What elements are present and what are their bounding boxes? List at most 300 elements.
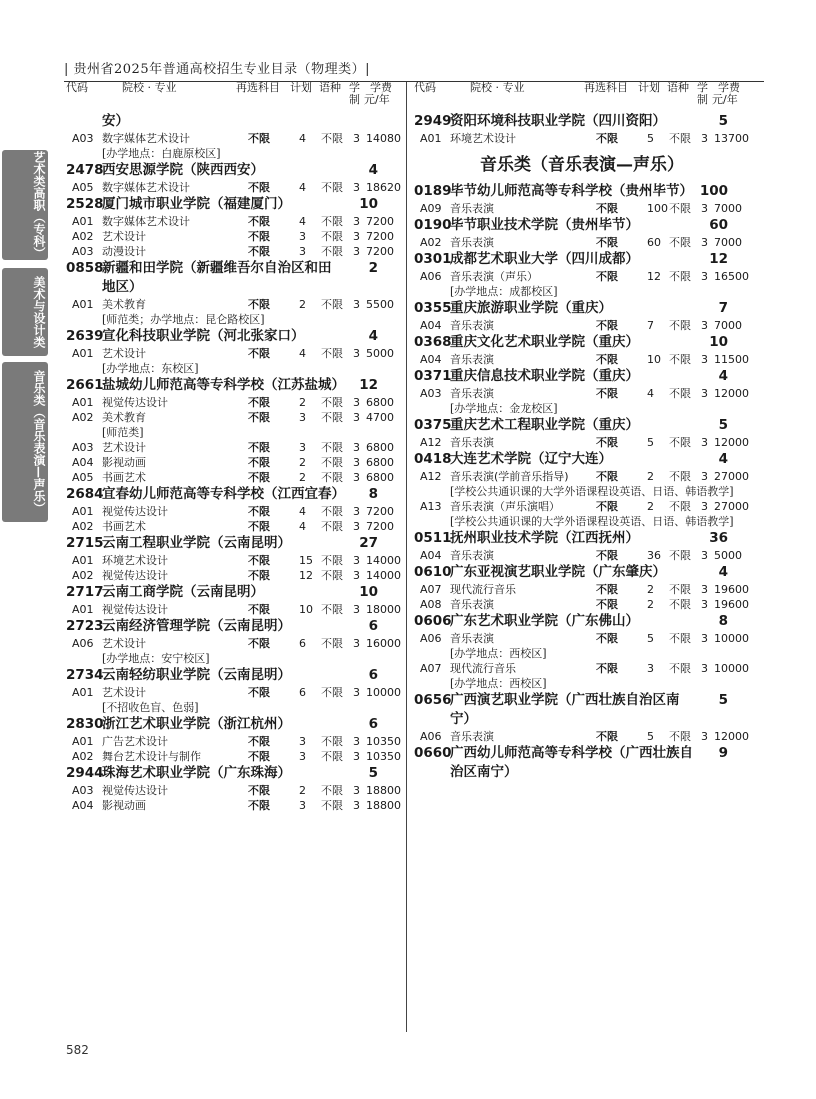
major-code: A04 [420,549,442,562]
institution-name: 宣化科技职业学院（河北张家口） [102,328,305,344]
plan-count: 3 [299,441,306,454]
institution-heading [414,691,750,729]
institution-name: 重庆旅游职业学院（重庆） [450,300,612,316]
tuition-fee: 12000 [714,387,749,400]
subject-requirement: 不限 [248,215,270,228]
institution-heading [414,250,750,269]
tuition-fee: 14000 [366,569,401,582]
header-fee-top: 学费 [370,81,392,94]
institution-heading [414,112,750,131]
major-row [66,504,400,519]
institution-code: 0355 [414,300,452,316]
major-name: 音乐表演（声乐） [450,270,538,283]
plan-count: 6 [299,637,306,650]
major-name: 音乐表演(学前音乐指导) [450,470,569,483]
plan-count: 15 [299,554,313,567]
institution-name: 毕节幼儿师范高等专科学校（贵州毕节） [450,183,693,199]
tuition-fee: 10350 [366,735,401,748]
institution-quota: 36 [709,530,728,546]
years: 3 [353,471,360,484]
major-code: A02 [72,569,94,582]
major-row [414,548,750,563]
major-name: 数字媒体艺术设计 [102,181,190,194]
major-name: 艺术设计 [102,441,146,454]
institution-code: 0656 [414,692,452,708]
major-code: A01 [72,347,94,360]
language: 不限 [321,396,343,409]
institution-quota: 5 [718,417,728,433]
major-row [66,244,400,259]
years: 3 [353,396,360,409]
institution-heading [414,529,750,548]
major-row [414,235,750,250]
institution-code: 0301 [414,251,452,267]
tuition-fee: 7200 [366,245,394,258]
language: 不限 [321,132,343,145]
side-tab-label: 音乐类（音乐表演—声乐） [32,370,46,514]
header-sys-bottom: 制 [697,93,708,106]
institution-quota: 5 [718,113,728,129]
major-row [66,568,400,583]
plan-count: 3 [299,735,306,748]
header-sys-bottom: 制 [349,93,360,106]
major-row [66,470,400,485]
major-name: 艺术设计 [102,347,146,360]
institution-heading [414,216,750,235]
institution-heading [414,333,750,352]
institution-heading [66,327,400,346]
major-name: 艺术设计 [102,230,146,243]
years: 3 [353,603,360,616]
tuition-fee: 10000 [714,632,749,645]
institution-heading [66,376,400,395]
plan-count: 4 [299,520,306,533]
major-code: A01 [72,603,94,616]
major-code: A04 [72,799,94,812]
major-row [414,435,750,450]
tuition-fee: 7200 [366,215,394,228]
institution-quota: 4 [718,451,728,467]
institution-code: 0610 [414,564,452,580]
side-tab-label: 美术与设计类 [32,276,46,348]
institution-code: 2528 [66,196,104,212]
years: 3 [353,799,360,812]
institution-quota: 6 [368,618,378,634]
institution-code: 0606 [414,613,452,629]
language: 不限 [321,411,343,424]
institution-quota: 4 [718,368,728,384]
major-name: 音乐表演 [450,436,494,449]
institution-name: 重庆信息技术职业学院（重庆） [450,368,639,384]
subject-requirement: 不限 [596,132,618,145]
tuition-fee: 5000 [366,347,394,360]
subject-requirement: 不限 [596,202,618,215]
plan-count: 5 [647,132,654,145]
tuition-fee: 7200 [366,505,394,518]
institution-quota: 100 [699,183,728,199]
plan-count: 2 [299,471,306,484]
major-name: 音乐表演 [450,236,494,249]
major-name: 音乐表演 [450,202,494,215]
language: 不限 [321,686,343,699]
tuition-fee: 11500 [714,353,749,366]
major-name: 影视动画 [102,799,146,812]
plan-count: 10 [647,353,661,366]
subject-requirement: 不限 [248,298,270,311]
major-code: A03 [420,387,442,400]
note-text: [办学地点：西校区] [450,647,547,660]
major-row [66,410,400,425]
institution-name: 抚州职业技术学院（江西抚州） [450,530,639,546]
header-plan: 计划 [638,81,660,94]
tuition-fee: 6800 [366,396,394,409]
years: 3 [701,583,708,596]
major-name: 环境艺术设计 [450,132,516,145]
major-code: A13 [420,500,442,513]
years: 3 [353,520,360,533]
years: 3 [701,549,708,562]
language: 不限 [321,735,343,748]
institution-name: 浙江艺术职业学院（浙江杭州） [102,716,291,732]
institution-heading [66,534,400,553]
major-name: 音乐表演 [450,632,494,645]
subject-requirement: 不限 [596,387,618,400]
page-header: | 贵州省2025年普通高校招生专业目录（物理类）| [64,62,370,77]
subject-requirement: 不限 [596,730,618,743]
plan-count: 2 [299,456,306,469]
plan-count: 12 [647,270,661,283]
institution-code: 2949 [414,113,452,129]
language: 不限 [321,181,343,194]
tuition-fee: 27000 [714,470,749,483]
header-fee-top: 学费 [718,81,740,94]
major-name: 音乐表演 [450,353,494,366]
years: 3 [701,470,708,483]
tuition-fee: 10000 [366,686,401,699]
major-row [414,269,750,284]
institution-name: 云南工程职业学院（云南昆明） [102,535,291,551]
years: 3 [701,632,708,645]
major-name: 音乐表演（声乐演唱） [450,500,560,513]
note-text: [师范类] [102,426,144,439]
institution-quota: 6 [368,716,378,732]
major-name: 艺术设计 [102,637,146,650]
institution-quota: 12 [359,377,378,393]
language: 不限 [669,632,691,645]
major-code: A07 [420,583,442,596]
institution-heading [414,563,750,582]
note-text: [办学地点：白鹿原校区] [102,147,221,160]
institution-quota: 7 [718,300,728,316]
language: 不限 [321,441,343,454]
subject-requirement: 不限 [596,583,618,596]
plan-count: 3 [299,799,306,812]
major-code: A01 [72,505,94,518]
language: 不限 [321,471,343,484]
plan-count: 3 [299,230,306,243]
institution-code: 0189 [414,183,452,199]
major-name: 视觉传达设计 [102,505,168,518]
institution-code: 2830 [66,716,104,732]
institution-quota: 27 [359,535,378,551]
language: 不限 [669,583,691,596]
plan-count: 4 [299,215,306,228]
major-row [66,297,400,312]
tuition-fee: 5500 [366,298,394,311]
years: 3 [701,500,708,513]
tuition-fee: 14080 [366,132,401,145]
years: 3 [353,347,360,360]
institution-code: 2734 [66,667,104,683]
language: 不限 [669,319,691,332]
major-code: A12 [420,470,442,483]
major-name: 艺术设计 [102,686,146,699]
plan-count: 2 [647,598,654,611]
major-row [414,318,750,333]
major-code: A04 [72,456,94,469]
institution-quota: 5 [368,765,378,781]
institution-name: 广西幼儿师范高等专科学校（广西壮族自治区南宁） [450,745,693,780]
plan-count: 3 [299,245,306,258]
plan-count: 3 [299,411,306,424]
language: 不限 [321,298,343,311]
plan-count: 7 [647,319,654,332]
language: 不限 [669,236,691,249]
language: 不限 [321,215,343,228]
institution-code: 2639 [66,328,104,344]
side-tab-vocational [2,150,48,260]
major-code: A01 [72,396,94,409]
institution-heading [414,182,750,201]
language: 不限 [321,347,343,360]
language: 不限 [669,500,691,513]
language: 不限 [669,549,691,562]
subject-requirement: 不限 [248,750,270,763]
major-row [66,180,400,195]
major-row [66,229,400,244]
subject-requirement: 不限 [248,637,270,650]
major-name: 影视动画 [102,456,146,469]
years: 3 [353,441,360,454]
tuition-fee: 27000 [714,500,749,513]
institution-quota: 6 [368,667,378,683]
plan-count: 3 [299,750,306,763]
note-text: [学校公共通识课的大学外语课程设英语、日语、韩语教学] [450,485,734,498]
plan-count: 2 [299,784,306,797]
language: 不限 [669,132,691,145]
tuition-fee: 14000 [366,554,401,567]
tuition-fee: 19600 [714,583,749,596]
subject-requirement: 不限 [248,181,270,194]
major-code: A03 [72,245,94,258]
tuition-fee: 7200 [366,230,394,243]
tuition-fee: 6800 [366,441,394,454]
major-name: 书画艺术 [102,471,146,484]
institution-name: 重庆艺术工程职业学院（重庆） [450,417,639,433]
subject-requirement: 不限 [248,799,270,812]
years: 3 [353,784,360,797]
institution-code: 0418 [414,451,452,467]
major-row [414,597,750,612]
institution-code: 0858 [66,260,104,276]
major-code: A06 [420,730,442,743]
institution-name: 广西演艺职业学院（广西壮族自治区南宁） [450,692,680,727]
side-tab-label: 艺术类高职（专科） [32,151,46,259]
institution-name: 宜春幼儿师范高等专科学校（江西宜春） [102,486,345,502]
years: 3 [353,637,360,650]
institution-heading [66,259,400,297]
institution-name: 云南工商学院（云南昆明） [102,584,264,600]
institution-heading [66,715,400,734]
major-row [414,631,750,646]
header-code: 代码 [414,81,436,94]
years: 3 [353,215,360,228]
subject-requirement: 不限 [248,441,270,454]
header-sys-top: 学 [697,81,708,94]
major-name: 舞台艺术设计与制作 [102,750,201,763]
institution-code: 2684 [66,486,104,502]
major-code: A03 [72,441,94,454]
institution-name: 资阳环境科技职业学院（四川资阳） [450,113,666,129]
subject-requirement: 不限 [248,735,270,748]
note-text: [办学地点：东校区] [102,362,199,375]
note-text: [办学地点：安宁校区] [102,652,210,665]
tuition-fee: 18800 [366,799,401,812]
major-row [414,131,750,146]
institution-heading [414,744,750,782]
plan-count: 5 [647,632,654,645]
plan-count: 5 [647,436,654,449]
major-name: 视觉传达设计 [102,396,168,409]
subject-requirement: 不限 [248,569,270,582]
plan-count: 2 [647,583,654,596]
subject-requirement: 不限 [596,549,618,562]
major-code: A08 [420,598,442,611]
subject-requirement: 不限 [596,632,618,645]
header-sys-top: 学 [349,81,360,94]
major-name: 动漫设计 [102,245,146,258]
language: 不限 [669,387,691,400]
institution-heading [66,485,400,504]
institution-heading [66,617,400,636]
category-title: 音乐类（音乐表演—声乐） [480,155,684,175]
subject-requirement: 不限 [248,230,270,243]
major-name: 环境艺术设计 [102,554,168,567]
major-name: 美术教育 [102,411,146,424]
language: 不限 [321,784,343,797]
tuition-fee: 5000 [714,549,742,562]
tuition-fee: 6800 [366,456,394,469]
column-header [66,82,400,112]
language: 不限 [321,603,343,616]
plan-count: 4 [299,181,306,194]
institution-heading [414,450,750,469]
language: 不限 [669,202,691,215]
institution-heading [414,612,750,631]
major-row [66,214,400,229]
note-text: [办学地点：金龙校区] [450,402,558,415]
tuition-fee: 16500 [714,270,749,283]
language: 不限 [321,456,343,469]
plan-count: 2 [299,396,306,409]
language: 不限 [669,270,691,283]
header-subject: 再选科目 [584,81,628,94]
subject-requirement: 不限 [248,505,270,518]
language: 不限 [321,230,343,243]
years: 3 [701,270,708,283]
major-row [66,602,400,617]
institution-heading [66,161,400,180]
major-row [414,499,750,514]
institution-name: 大连艺术学院（辽宁大连） [450,451,612,467]
note-text: [学校公共通识课的大学外语课程设英语、日语、韩语教学] [450,515,734,528]
major-row [66,783,400,798]
language: 不限 [321,750,343,763]
major-row [66,440,400,455]
major-code: A01 [72,554,94,567]
major-row [66,685,400,700]
major-row [66,734,400,749]
language: 不限 [321,520,343,533]
tuition-fee: 19600 [714,598,749,611]
plan-count: 2 [647,470,654,483]
language: 不限 [321,637,343,650]
years: 3 [701,662,708,675]
header-code: 代码 [66,81,88,94]
note-text: [不招收色盲、色弱] [102,701,199,714]
years: 3 [353,230,360,243]
institution-name: 成都艺术职业大学（四川成都） [450,251,639,267]
institution-quota: 8 [368,486,378,502]
major-code: A03 [72,132,94,145]
header-plan: 计划 [290,81,312,94]
subject-requirement: 不限 [248,603,270,616]
plan-count: 4 [299,347,306,360]
institution-quota: 4 [718,564,728,580]
tuition-fee: 18620 [366,181,401,194]
tuition-fee: 7000 [714,319,742,332]
institution-name: 珠海艺术职业学院（广东珠海） [102,765,291,781]
major-code: A05 [72,181,94,194]
side-tab-music-vocal [2,362,48,522]
major-row [66,131,400,146]
subject-requirement: 不限 [248,554,270,567]
major-name: 广告艺术设计 [102,735,168,748]
institution-code: 2661 [66,377,104,393]
major-name: 音乐表演 [450,549,494,562]
plan-count: 3 [647,662,654,675]
major-code: A02 [72,411,94,424]
institution-quota: 8 [718,613,728,629]
institution-code: 2723 [66,618,104,634]
institution-heading [66,583,400,602]
tuition-fee: 18800 [366,784,401,797]
years: 3 [353,735,360,748]
institution-name: 云南经济管理学院（云南昆明） [102,618,291,634]
institution-name: 广东艺术职业学院（广东佛山） [450,613,639,629]
plan-count: 5 [647,730,654,743]
major-name: 音乐表演 [450,598,494,611]
institution-name: 厦门城市职业学院（福建厦门） [102,196,291,212]
major-row [414,201,750,216]
years: 3 [353,505,360,518]
plan-count: 2 [299,298,306,311]
institution-code: 0368 [414,334,452,350]
institution-heading [414,299,750,318]
language: 不限 [669,470,691,483]
major-row [66,395,400,410]
plan-count: 4 [647,387,654,400]
